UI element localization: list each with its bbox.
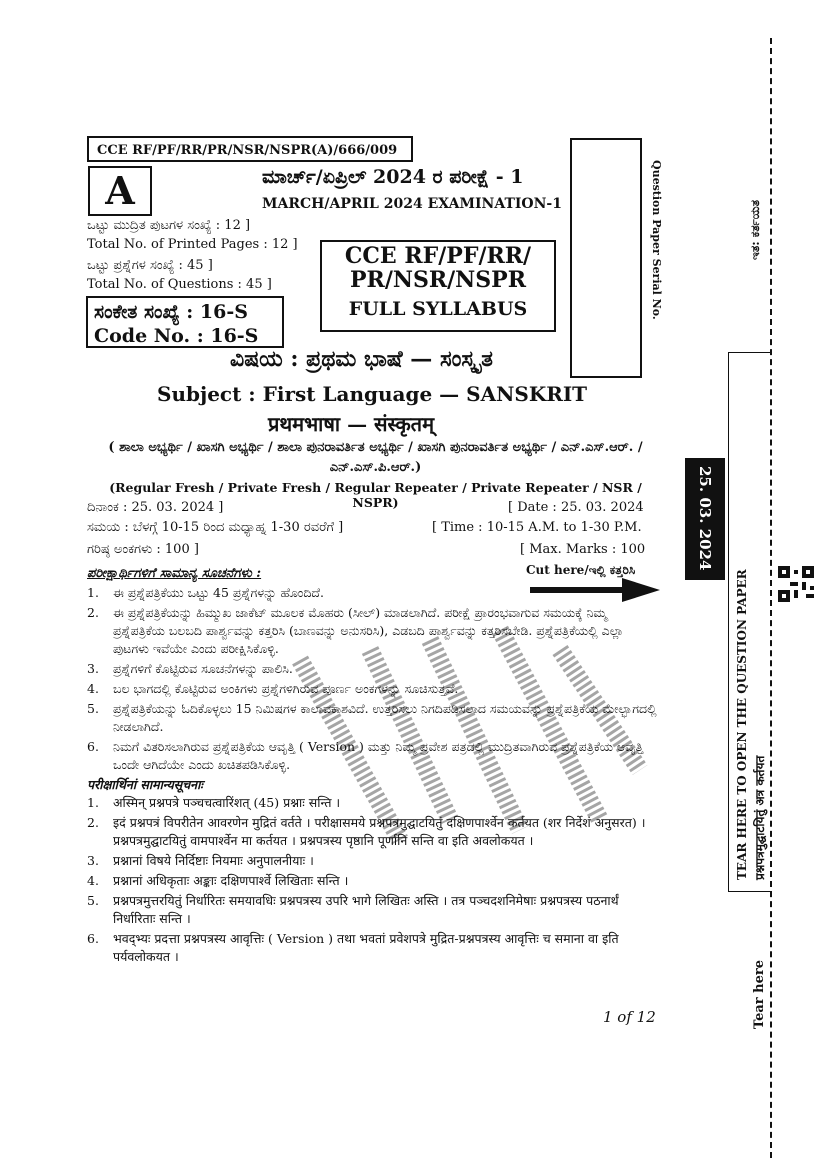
list-item: 5. ಪ್ರಶ್ನೆಪತ್ರಿಕೆಯನ್ನು ಓದಿಕೊಳ್ಳಲು 15 ನಿಮಿಷಗಳ ಕಾಲಾವಕಾಶವಿದೆ. ಉತ್ತರಿಸಲು ನಿಗದಿಪಡಿಸಲಾದ ಸಮಯವನ್ನು ಪ್ರಶ್ನೆಪತ್ರಿಕೆಯ ಮೇಲ್ಭಾಗದಲ್ಲಿ ನೀಡಲಾಗಿದೆ. bbox=[87, 701, 657, 734]
instructions-heading-kn: ಪರೀಕ್ಷಾರ್ಥಿಗಳಿಗೆ ಸಾಮಾನ್ಯ ಸೂಚನೆಗಳು : bbox=[87, 566, 262, 581]
list-item: 4. ಬಲ ಭಾಗದಲ್ಲಿ ಕೊಟ್ಟಿರುವ ಅಂಕಿಗಳು ಪ್ರಶ್ನೆಗಳಿಗಿರುವ ಪೂರ್ಣ ಅಂಕಗಳನ್ನು ಸೂಚಿಸುತ್ತವೆ. bbox=[87, 681, 459, 696]
version-letter: A bbox=[88, 166, 152, 216]
code-number-box bbox=[86, 296, 284, 348]
time-kn: ಸಮಯ : ಬೆಳಗ್ಗೆ 10-15 ರಿಂದ ಮಧ್ಯಾಹ್ನ 1-30 ರವರೆಗೆ ] bbox=[87, 520, 344, 535]
list-item: 1. ಈ ಪ್ರಶ್ನೆಪತ್ರಿಕೆಯು ಒಟ್ಟು 45 ಪ್ರಶ್ನೆಗಳನ್ನು ಹೊಂದಿದೆ. bbox=[87, 585, 324, 600]
subject-sa: प्रथमभाषा — संस्कृतम् bbox=[268, 412, 435, 436]
date-strip-text: 25. 03. 2024 bbox=[696, 466, 714, 571]
subject-en: Subject : First Language — SANSKRIT bbox=[157, 382, 588, 406]
printed-pages-kn: ಒಟ್ಟು ಮುದ್ರಿತ ಪುಟಗಳ ಸಂಖ್ಯೆ : 12 ] bbox=[87, 218, 251, 233]
instructions-list-sa bbox=[87, 794, 662, 968]
tear-instruction-en: TEAR HERE TO OPEN THE QUESTION PAPER bbox=[734, 569, 749, 880]
cut-here-kn: ಇತ: ಕರ್ತಯತ bbox=[748, 200, 762, 260]
list-item: 2. ಈ ಪ್ರಶ್ನೆಪತ್ರಿಕೆಯನ್ನು ಹಿಮ್ಮುಖ ಜಾಕೆಟ್ ಮೂಲಕ ಮೊಹರು (ಸೀಲ್) ಮಾಡಲಾಗಿದೆ. ಪರೀಕ್ಷೆ ಪ್ರಾರಂಭವಾಗುವ ಸಮಯಕ್ಕೆ ನಿಮ್ಮ ಪ್ರಶ್ನೆಪತ್ರಿಕೆಯ ಬಲಬದಿ ಪಾರ್ಶ್ವವನ್ನು ಕತ್ತರಿಸಿ (ಬಾಣವನ್ನು ಅನುಸರಿಸಿ), ಎಡಬದಿ ಪಾರ್ಶ್ವವನ್ನು ಕತ್ತರಿಸಬೇಡಿ. ಪ್ರಶ್ನೆಪತ್ರಿಕೆಯಲ್ಲಿ ಎಲ್ಲಾ ಪುಟಗಳು ಇವೆಯೇ ಎಂದು ಪರೀಕ್ಷಿಸಿಕೊಳ್ಳಿ. bbox=[87, 605, 624, 656]
code-number-kn: ಸಂಕೇತ ಸಂಖ್ಯೆ : 16-S bbox=[94, 301, 248, 323]
time-en: [ Time : 10-15 A.M. to 1-30 P.M. bbox=[432, 520, 642, 535]
instructions-list-kn bbox=[87, 584, 662, 776]
page-number: 1 of 12 bbox=[603, 1008, 656, 1026]
exam-title-en: MARCH/APRIL 2024 EXAMINATION-1 bbox=[262, 196, 562, 212]
list-item: 3. प्रश्नानां विषये निर्दिष्टाः नियमाः अनुपालनीयाः । bbox=[87, 853, 314, 868]
candidate-types-en: (Regular Fresh / Private Fresh / Regular Repeater / Private Repeater / NSR / NSPR) bbox=[109, 480, 642, 510]
paper-code: CCE RF/PF/RR/PR/NSR/NSPR(A)/666/009 bbox=[87, 136, 413, 162]
list-item: 5. प्रश्नपत्रमुत्तरयितुं निर्धारितः समयावधिः प्रश्नपत्रस्य उपरि भागे लिखितः अस्ति । तत्र पञ्चदशनिमेषाः प्रश्नपत्रस्य पठनार्थं निर्धारिताः सन्ति । bbox=[87, 893, 619, 926]
serial-number-label: Question Paper Serial No. bbox=[650, 160, 663, 320]
list-item: 1. अस्मिन् प्रश्नपत्रे पञ्चचत्वारिंशत् (45) प्रश्नाः सन्ति । bbox=[87, 795, 341, 810]
candidate-types-kn: ( ಶಾಲಾ ಅಭ್ಯರ್ಥಿ / ಖಾಸಗಿ ಅಭ್ಯರ್ಥಿ / ಶಾಲಾ ಪುನರಾವರ್ತಿತ ಅಭ್ಯರ್ಥಿ / ಖಾಸಗಿ ಪುನರಾವರ್ತಿತ ಅಭ್ಯರ್ಥಿ / ಎನ್.ಎಸ್.ಆರ್. / ಎನ್.ಎಸ್.ಪಿ.ಆರ್.) bbox=[108, 440, 643, 475]
tear-instructions bbox=[736, 360, 766, 880]
cut-here-label: Cut here/ಇಲ್ಲಿ ಕತ್ತರಿಸಿ bbox=[526, 563, 636, 577]
full-syllabus: FULL SYLLABUS bbox=[348, 298, 528, 320]
qr-code-icon bbox=[778, 566, 814, 602]
list-item: 6. ನಿಮಗೆ ವಿತರಿಸಲಾಗಿರುವ ಪ್ರಶ್ನೆಪತ್ರಿಕೆಯ ಆವೃತ್ತಿ ( Version ) ಮತ್ತು ನಿಮ್ಮ ಪ್ರವೇಶ ಪತ್ರದಲ್ಲಿ ಮುದ್ರಿತವಾಗಿರುವ ಪ್ರಶ್ನೆಪತ್ರಿಕೆಯ ಆವೃತ್ತಿ ಒಂದೇ ಆಗಿದೆಯೇ ಎಂದು ಖಚಿತಪಡಿಸಿಕೊಳ್ಳಿ. bbox=[87, 739, 644, 772]
code-number-en: Code No. : 16-S bbox=[94, 325, 259, 347]
printed-pages-en: Total No. of Printed Pages : 12 ] bbox=[87, 237, 298, 252]
list-item: 3. ಪ್ರಶ್ನೆಗಳಿಗೆ ಕೊಟ್ಟಿರುವ ಸೂಚನೆಗಳನ್ನು ಪಾಲಿಸಿ. bbox=[87, 661, 293, 676]
tear-here-label: Tear here bbox=[752, 960, 767, 1030]
subject-kn: ವಿಷಯ : ಪ್ರಥಮ ಭಾಷೆ — ಸಂಸ್ಕೃತ bbox=[230, 346, 493, 372]
max-marks-en: [ Max. Marks : 100 bbox=[520, 542, 646, 557]
list-item: 6. भवद्भ्यः प्रदत्ता प्रश्नपत्रस्य आवृत्तिः ( Version ) तथा भवतां प्रवेशपत्रे मुद्रित-प्रश्नपत्रस्य आवृत्तिः च समाना वा इति पर्यवलोकयत । bbox=[87, 931, 619, 964]
date-en: [ Date : 25. 03. 2024 bbox=[508, 500, 644, 515]
exam-title-kn: ಮಾರ್ಚ್/ಏಪ್ರಿಲ್ 2024 ರ ಪರೀಕ್ಷೆ - 1 bbox=[262, 166, 524, 188]
serial-number-box bbox=[570, 138, 642, 378]
syllabus-box bbox=[320, 240, 556, 332]
max-marks-kn: ಗರಿಷ್ಠ ಅಂಕಗಳು : 100 ] bbox=[87, 542, 199, 557]
questions-count-en: Total No. of Questions : 45 ] bbox=[87, 277, 272, 292]
date-strip bbox=[685, 458, 725, 580]
tear-instruction-sa: प्रश्नपत्रमुद्घाटयितुं अत्र कर्तयत bbox=[752, 755, 767, 880]
instructions-heading-sa: परीक्षार्थिनां सामान्यसूचनाः bbox=[87, 777, 203, 792]
date-kn: ದಿನಾಂಕ : 25. 03. 2024 ] bbox=[87, 500, 224, 515]
cce-line-1: CCE RF/PF/RR/ bbox=[344, 243, 532, 269]
list-item: 2. इदं प्रश्नपत्रं विपरीतेन आवरणेन मुद्रितं वर्तते । परीक्षासमये प्रश्नपत्रमुद्घाटयितुं दक्षिणपार्श्वेन कर्तयत (शर निर्देशं अनुसरत) । प्रश्नपत्रमुद्घाटयितुं वामपार्श्वेन मा कर्तयत । प्रश्नपत्रस्य पृष्ठानि पूर्णानि सन्ति वा इति अवलोकयत । bbox=[87, 815, 646, 848]
questions-count-kn: ಒಟ್ಟು ಪ್ರಶ್ನೆಗಳ ಸಂಖ್ಯೆ : 45 ] bbox=[87, 258, 213, 273]
cce-line-2: PR/NSR/NSPR bbox=[350, 267, 526, 293]
list-item: 4. प्रश्नानां अधिकृताः अङ्काः दक्षिणपार्श्वे लिखिताः सन्ति । bbox=[87, 873, 349, 888]
